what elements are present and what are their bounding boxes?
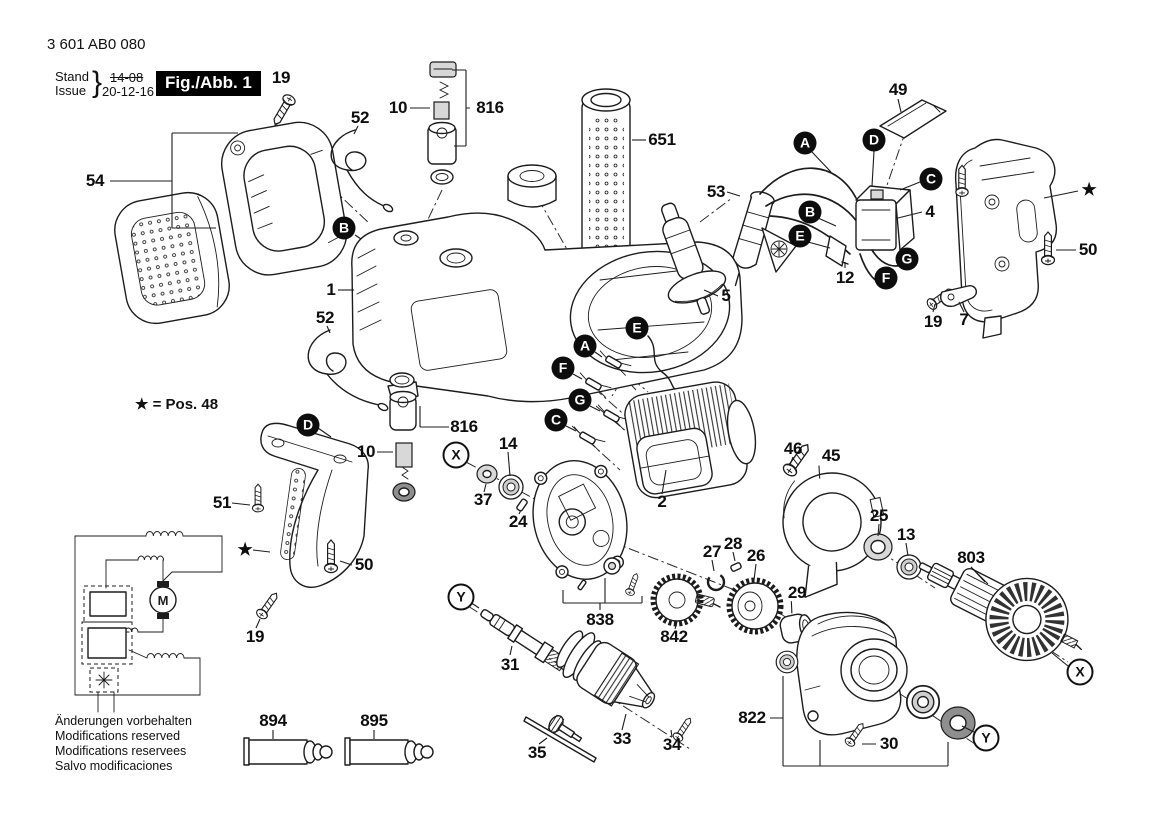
pistol-grip	[232, 423, 368, 628]
part-label-816: 816	[450, 417, 478, 436]
part-label-52: 52	[315, 308, 335, 327]
screw-46	[781, 441, 813, 479]
key-28	[730, 552, 742, 572]
part-label-35: 35	[527, 743, 547, 762]
part-label-803: 803	[957, 548, 985, 567]
wire-marker-E: E	[626, 317, 649, 340]
part-label-46: 46	[783, 439, 803, 458]
part-label-12: 12	[835, 268, 855, 287]
modifications-notice-line: Modifications reservees	[55, 744, 187, 758]
part-label-30: 30	[879, 734, 899, 753]
part-label-45: 45	[821, 446, 841, 465]
cable-53	[726, 168, 860, 289]
gear-842	[653, 576, 720, 629]
modifications-notice-line: Modifications reserved	[55, 729, 181, 743]
wire-marker-G: G	[896, 248, 919, 271]
part-label-895: 895	[360, 711, 388, 730]
axis-marker-Y: Y	[973, 725, 1000, 752]
part-label-822: 822	[738, 708, 766, 727]
part-label-19: 19	[245, 627, 265, 646]
bearing-13	[897, 543, 921, 579]
part-label-29: 29	[787, 583, 807, 602]
wire-marker-D: D	[863, 129, 886, 152]
part-label-53: 53	[706, 182, 726, 201]
issue-label: Issue	[55, 83, 87, 98]
wire-marker-G: G	[569, 389, 592, 412]
document-part-number: 3 601 AB0 080	[47, 36, 146, 53]
bearing-14	[499, 452, 523, 499]
part-label-28: 28	[723, 534, 743, 553]
wire-marker-A: A	[574, 335, 597, 358]
handle-shell-frame	[216, 117, 352, 280]
part-label-842: 842	[660, 627, 688, 646]
part-label-52: 52	[350, 108, 370, 127]
part-label-894: 894	[259, 711, 287, 730]
gear-housing-822	[770, 612, 975, 766]
part-label-26: 26	[746, 546, 766, 565]
axis-marker-Y: Y	[448, 584, 475, 611]
part-label-27: 27	[702, 542, 722, 561]
switch-4	[856, 186, 922, 250]
wire-marker-C: C	[920, 168, 943, 191]
part-label-7: 7	[959, 310, 969, 329]
figure-label: Fig./Abb. 1	[156, 71, 261, 96]
modifications-notice-line: Änderungen vorbehalten	[55, 714, 192, 728]
chuck-33	[550, 623, 667, 724]
motor-symbol-text: M	[157, 593, 169, 608]
axis-marker-X: X	[443, 442, 470, 469]
part-label-34: 34	[662, 735, 682, 754]
part-label-10: 10	[388, 98, 408, 117]
part-label-1: 1	[326, 280, 336, 299]
screw-34	[672, 715, 695, 743]
part-label-10: 10	[356, 442, 376, 461]
washer-37	[477, 465, 497, 492]
part-label-54: 54	[85, 171, 105, 190]
wire-marker-F: F	[552, 357, 575, 380]
issue-date: 20-12-16	[102, 84, 155, 99]
part-label-31: 31	[500, 655, 520, 674]
part-label-651: 651	[648, 130, 676, 149]
wire-marker-C: C	[545, 409, 568, 432]
lock-button-49	[880, 99, 946, 138]
modifications-notice-line: Salvo modificaciones	[55, 759, 173, 773]
part-label-4: 4	[925, 202, 935, 221]
part-label-37: 37	[473, 490, 493, 509]
brush-assembly-top	[410, 62, 470, 184]
wire-marker-D: D	[297, 414, 320, 437]
star-position-note: ★ = Pos. 48	[135, 396, 219, 413]
part-label-50: 50	[1078, 240, 1098, 259]
part-label-★: ★	[237, 540, 253, 559]
grease-tube-894	[244, 730, 332, 765]
part-label-24: 24	[508, 512, 528, 531]
circuit-schematic	[75, 532, 222, 713]
circlip-27	[708, 560, 724, 590]
part-label-33: 33	[612, 729, 632, 748]
part-label-★: ★	[1081, 180, 1097, 199]
stand-label: Stand	[55, 69, 89, 84]
bracket-12	[826, 236, 848, 268]
armature-803	[901, 528, 1100, 684]
part-label-13: 13	[896, 525, 916, 544]
pin-24	[516, 498, 528, 514]
part-label-816: 816	[476, 98, 504, 117]
bearing-plate	[521, 451, 639, 590]
part-label-5: 5	[721, 286, 731, 305]
part-label-838: 838	[586, 610, 614, 629]
wire-marker-B: B	[799, 201, 822, 224]
grease-tube-895	[345, 730, 433, 765]
superseded-date: 14-08	[110, 70, 144, 85]
part-label-49: 49	[888, 80, 908, 99]
wire-marker-F: F	[875, 267, 898, 290]
part-label-19: 19	[923, 312, 943, 331]
right-housing-half	[925, 139, 1078, 338]
wire-marker-E: E	[789, 225, 812, 248]
part-label-25: 25	[869, 506, 889, 525]
wire-marker-A: A	[794, 132, 817, 155]
wire-marker-B: B	[333, 217, 356, 240]
part-label-19: 19	[271, 68, 291, 87]
part-label-14: 14	[498, 434, 518, 453]
part-label-51: 51	[212, 493, 232, 512]
gear-26	[729, 564, 781, 632]
chuck-key-35	[524, 713, 596, 762]
axis-marker-X: X	[1067, 659, 1094, 686]
part-label-2: 2	[657, 492, 667, 511]
part-label-50: 50	[354, 555, 374, 574]
stator-2	[622, 377, 763, 501]
brace-glyph: }	[92, 66, 103, 99]
